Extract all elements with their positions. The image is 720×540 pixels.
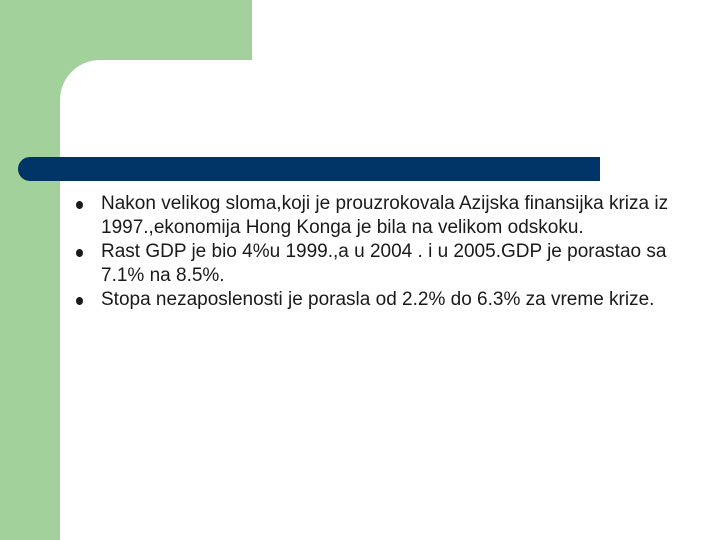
- bullet-dot-icon: [76, 201, 83, 209]
- bullet-text: Stopa nezaposlenosti je porasla od 2.2% do 6.3% za vreme krize.: [101, 289, 655, 310]
- bullet-item: [76, 288, 676, 312]
- bullet-item: [76, 192, 676, 240]
- bullet-dot-icon: [76, 297, 83, 305]
- bullet-list: [76, 192, 676, 312]
- bullet-dot-icon: [76, 249, 83, 257]
- bullet-text: Nakon velikog sloma,koji je prouzrokovala Azijska finansijka kriza iz 1997.,ekonomija Hong Konga je bila na velikom odskoku.: [101, 193, 669, 238]
- bullet-text: Rast GDP je bio 4%u 1999.,a u 2004 . i u 2005.GDP je porastao sa 7.1% na 8.5%.: [101, 241, 667, 286]
- bullet-item: [76, 240, 676, 288]
- title-bar: [18, 157, 600, 181]
